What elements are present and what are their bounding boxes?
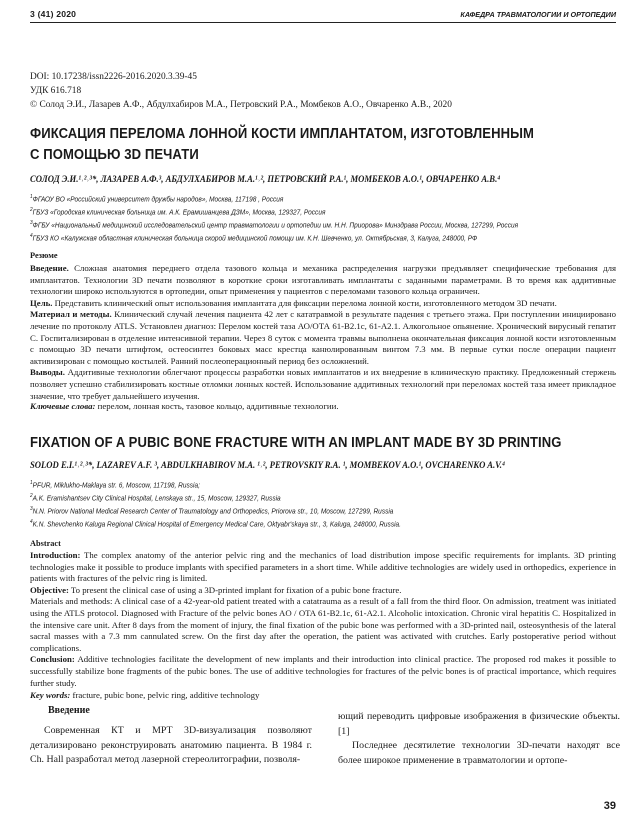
en-authors: SOLOD E.I.¹˒²˒³*, LAZAREV A.F. ³, ABDULKHABIROV M.A. ¹˒², PETROVSKIY R.A. ¹, MOMBEKOV A.O.¹, OVCHARENKO A.V.⁴ — [30, 460, 505, 471]
ru-title — [30, 123, 615, 165]
ru-conclusions: Выводы. Аддитивные технологии облегчают процессы разработки новых имплантатов и их внедрение в клиническую практику. Предложенный стержень позволяет успешно стабилизировать костные отломки лонных костей. Использование аддитивных технологий при переломах костей таза имеет прикладное значение, что требует дальнейшего изучения. — [30, 367, 616, 401]
en-intro: Introduction: The complex anatomy of the anterior pelvic ring and the mechanics of load distribution impose specific requirements for implants. 3D printing technologies make it possible to produce implants with specified parameters in a short time. While additive technologies are widely used in orthopedics, experience in patients with fractures of the pelvic ring is limited. — [30, 550, 616, 584]
ru-title-line-2: С ПОМОЩЬЮ 3D ПЕЧАТИ — [30, 146, 199, 163]
section-heading-intro: Введение — [48, 705, 90, 716]
en-affiliation-2: $^2$A.K. Eramishantsev City Clinical Hospital, Lenskaya str., 15, Moscow, 129327, Russia — [30, 493, 281, 503]
body-right-paragraph-2: Последнее десятилетие технологии 3D-печати находят все более широкое применение в травматологии и ортопе- — [338, 740, 620, 766]
body-right-paragraph-1: ющий переводить цифровые изображения в физические объекты. [1] — [338, 711, 620, 737]
en-conclusion: Conclusion: Additive technologies facilitate the development of new implants and their introduction into clinical practice. The proposed rod makes it possible to successfully stabilize bone fragments of the pubic bones. The use of additive technologies for fractures of the pelvic bones is of practical importance, which requires further study. — [30, 654, 616, 688]
ru-goal: Цель. Представить клинический опыт использования имплантата для фиксации перелома лонной кости, изготовленного методом 3D печати. — [30, 297, 557, 308]
ru-abstract-heading: Резюме — [30, 251, 58, 260]
doi: DOI: 10.17238/issn2226-2016.2020.3.39-45 — [30, 72, 197, 82]
en-abstract — [30, 550, 616, 689]
en-affiliation-3: $^3$N.N. Priorov National Medical Research Center of Traumatology and Orthopedics, Priorova str., 10, Moscow, 127299, Russia — [30, 506, 394, 516]
page-number: 39 — [603, 800, 616, 812]
udc: УДК 616.718 — [30, 86, 82, 96]
ru-intro: Введение. Сложная анатомия переднего отдела тазового кольца и механика распределения нагрузки предъявляет специфические требования для имплантатов. Технологии 3D печати позволяют в короткие сроки изготавливать имплантаты с заданными параметрами. В то время как аддитивные технологии широко используются в ортопедии, опыт применения у пациентов с переломами тазового кольца ограничен. — [30, 263, 616, 297]
ru-affiliation-3: $^3$ФГБУ «Национальный медицинский исследовательский центр травматологии и ортопедии им. Н.Н. Приорова» Минздрава России, Москва, 127299, Россия — [30, 220, 519, 230]
body-left-column — [30, 724, 312, 768]
journal-issue: 3 (41) 2020 — [30, 9, 77, 19]
body-left-paragraph: Современная КТ и МРТ 3D-визуализация позволяют детализировано реконструировать анатомию пациента. В 1984 г. Ch. Hall разработал метод лазерной стереолитографии, позволя- — [30, 725, 312, 766]
ru-title-line-1: ФИКСАЦИЯ ПЕРЕЛОМА ЛОННОЙ КОСТИ ИМПЛАНТАТОМ, ИЗГОТОВЛЕННЫМ — [30, 125, 534, 142]
journal-section: КАФЕДРА ТРАВМАТОЛОГИИ И ОРТОПЕДИИ — [460, 10, 616, 19]
en-affiliation-4: $^4$K.N. Shevchenko Kaluga Regional Clinical Hospital of Emergency Medical Care, Oktyabr'skaya str., 3, Kaluga, 248000, Russia. — [30, 519, 401, 529]
en-title: FIXATION OF A PUBIC BONE FRACTURE WITH AN IMPLANT MADE BY 3D PRINTING — [30, 434, 562, 451]
en-methods: Materials and methods: A clinical case of a 42-year-old patient treated with a catatrauma as a result of a fall from the third floor. On admission, treatment was initiated using the ATLS protocol. Diagnosed with Fracture of the pelvic bones AO / OTA 61-B2.1c, 61-A2.1. Alcoholic intoxication. Chronic viral hepatitis C. Hospitalized in the intensive care unit. After 8 days from the moment of injury, the final fixation of the pubic bone was performed with a 3D-printed nail, osteosynthesis of the lateral sacral masses with a 7.3 mm cannulated screw. On the first day after the operation, the patient was activated with crutches. Early postoperative period without complications. — [30, 596, 616, 653]
ru-methods: Материал и методы. Клинический случай лечения пациента 42 лет с кататравмой в результате падения с третьего этажа. При поступлении инициировано лечение по протоколу ATLS. Установлен диагноз: Перелом костей таза АО/ОТА 61-B2.1c, 61-A2.1. Алкогольное опьянение. Хронический вирусный гепатит С. Госпитализирован в отделение интенсивной терапии. Через 8 суток с момента травмы выполнена окончательная фиксация лонной кости изготовленным с помощью 3D печати штифтом, остеосинтез боковых масс крестца канюлированным винтом 7.3 мм. В первые сутки после операции пациент активизирован с помощью костылей. Ранний послеоперационный период без осложнений. — [30, 309, 616, 366]
ru-keywords: Ключевые слова: перелом, лонная кость, тазовое кольцо, аддитивные технологии. — [30, 401, 339, 411]
body-right-column — [338, 710, 620, 768]
ru-abstract — [30, 263, 616, 402]
ru-affiliation-2: $^2$ГБУЗ «Городская клиническая больница им. А.К. Ерамишанцева ДЗМ», Москва, 129327, Россия — [30, 207, 326, 217]
en-keywords: Key words: fracture, pubic bone, pelvic ring, additive technology — [30, 690, 260, 700]
ru-affiliation-1: $^1$ФГАОУ ВО «Российский университет дружбы народов», Москва, 117198 , Россия — [30, 194, 284, 204]
en-objective: Objective: To present the clinical case of using a 3D-printed implant for fixation of a pubic bone fracture. — [30, 584, 402, 595]
en-affiliation-1: $^1$PFUR, Miklukho-Maklaya str. 6, Moscow, 117198, Russia; — [30, 480, 200, 490]
en-abstract-heading: Abstract — [30, 539, 61, 548]
ru-affiliation-4: $^4$ГБУЗ КО «Калужская областная клиническая больница скорой медицинской помощи им. К.Н. Шевченко, ул. Октябрьская, 3, Калуга, 248000, РФ — [30, 233, 478, 243]
ru-authors: СОЛОД Э.И.¹˒²˒³*, ЛАЗАРЕВ А.Ф.³, АБДУЛХАБИРОВ М.А.¹˒², ПЕТРОВСКИЙ Р.А.¹, МОМБЕКОВ А.О.¹, ОВЧАРЕНКО А.В.⁴ — [30, 174, 501, 185]
header-rule — [30, 22, 616, 23]
copyright: © Солод Э.И., Лазарев А.Ф., Абдулхабиров М.А., Петровский Р.А., Момбеков А.О., Овчаренко А.В., 2020 — [30, 100, 452, 110]
